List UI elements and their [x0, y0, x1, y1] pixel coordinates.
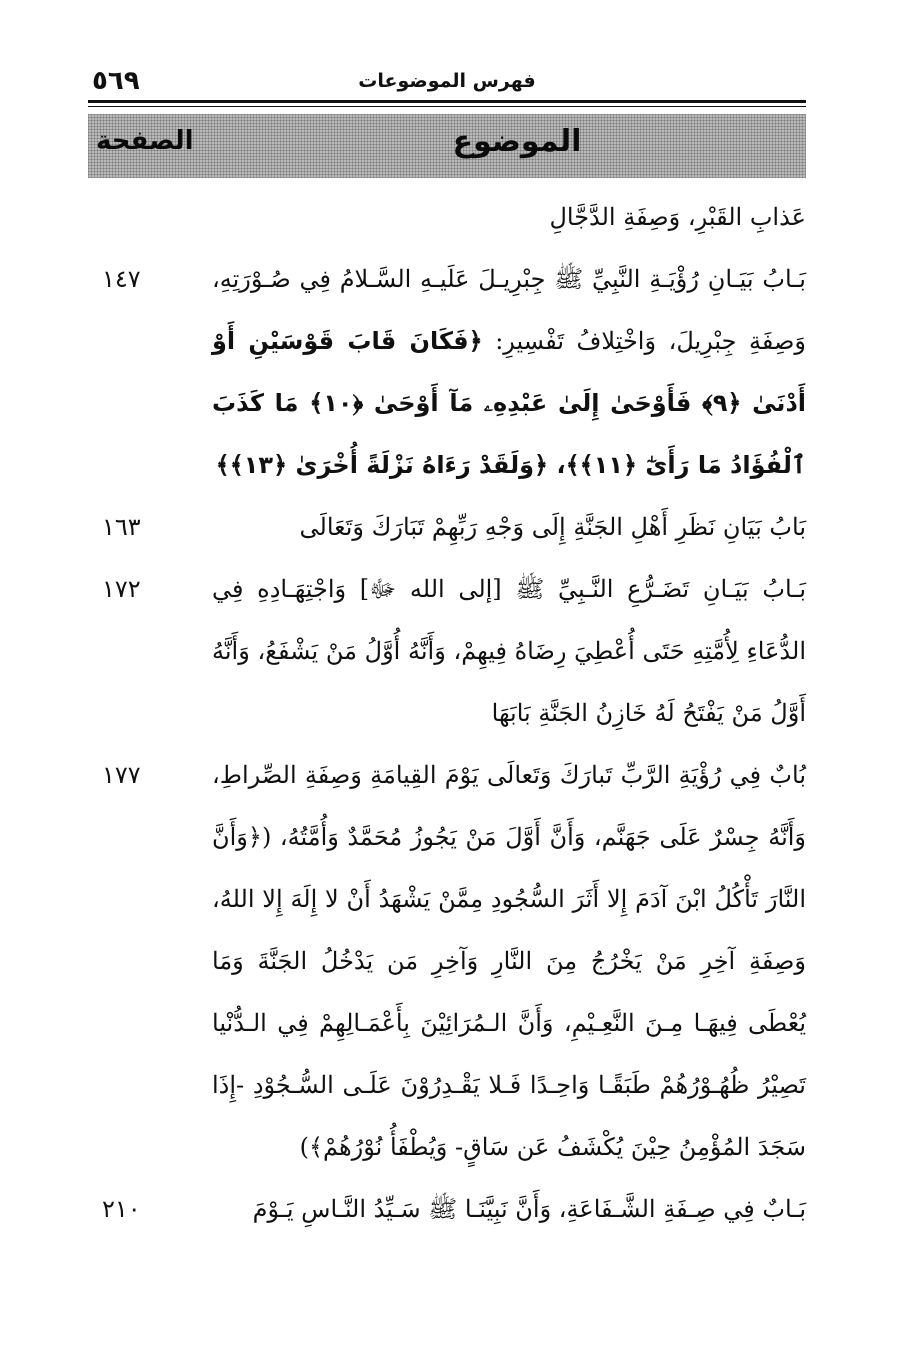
entry-title: بَـابُ بَيَـانِ تَضَـرُّعِ النَّـبِيِّ ﷺ [إلى الله ﷻ] وَاجْتِهَـادِهِ فِي الدُّعَاءِ لِأُمَّتِهِ حَتَى أُعْطِيَ رِضَاهُ فِيهِمْ، وَأَنَّهُ أُوَّلُ مَنْ يَشْفَعُ، وَأَنَّهُ أَوَّلُ مَنْ يَفْتَحُ لَهُ خَازِنُ الجَنَّةِ بَابَهَا — [212, 575, 806, 727]
header-rule-thin — [88, 106, 806, 107]
entry-text — [212, 744, 806, 1178]
index-entries — [88, 186, 806, 1240]
entry-text — [212, 248, 806, 496]
entry-text — [212, 496, 806, 558]
index-entry — [88, 1178, 806, 1240]
header-rule-thick — [88, 100, 806, 103]
entry-page-number: ١٧٢ — [102, 575, 141, 603]
entry-title: بَـابُ بَيَـانِ رُؤْيَـةِ النَّبِيِّ ﷺ جِبْرِيـلَ عَلَيـهِ السَّـلامُ فِي صُـوْرَتِهِ، وَصِفَةِ جِبْرِيلَ، وَاخْتِلافُ تَفْسِيرِ: — [212, 265, 806, 355]
index-entry — [88, 558, 806, 744]
entry-title: بَابُ بَيَانِ نَظَرِ أَهْلِ الجَنَّةِ إِلَى وَجْهِ رَبِّهِمْ تَبَارَكَ وَتَعَالَى — [299, 513, 806, 541]
entry-text — [212, 1178, 806, 1240]
index-entry — [88, 248, 806, 496]
column-header-band — [88, 114, 806, 178]
column-heading-topic: الموضوع — [452, 124, 582, 159]
entry-page-number: ١٦٣ — [102, 513, 141, 541]
entry-text — [212, 186, 806, 248]
entry-page-number: ٢١٠ — [102, 1195, 141, 1223]
running-header — [88, 64, 806, 100]
entry-page-number: ١٤٧ — [102, 265, 141, 293]
quran-verse: ﴿فَكَانَ قَابَ قَوْسَيْنِ أَوْ أَدْنَىٰ ﴿٩﴾ فَأَوْحَىٰ إِلَىٰ عَبْدِهِۦ مَآ أَوْحَىٰ ﴿١٠﴾ مَا كَذَبَ ٱلْفُؤَادُ مَا رَأَىٰٓ ﴿١١﴾﴾، ﴿وَلَقَدْ رَءَاهُ نَزْلَةً أُخْرَىٰ ﴿١٣﴾﴾ — [212, 327, 806, 479]
index-entry — [88, 496, 806, 558]
entry-page-number: ١٧٧ — [102, 761, 141, 789]
entry-title: بَـابٌ فِي صِـفَةِ الشَّـفَاعَةِ، وَأَنَّ نَبِيَّنَـا ﷺ سَـيِّدُ النَّـاسِ يَـوْمَ — [252, 1195, 806, 1223]
running-title: فهرس الموضوعات — [358, 70, 536, 92]
entry-title: عَذابِ القَبْرِ، وَصِفَةِ الدَّجَّالِ — [549, 203, 806, 231]
entry-text — [212, 558, 806, 744]
column-heading-page: الصفحة — [96, 126, 194, 156]
index-entry — [88, 186, 806, 248]
index-entry — [88, 744, 806, 1178]
page-number: ٥٦٩ — [92, 66, 140, 96]
entry-title: بُابٌ فِي رُؤْيَةِ الرَّبِّ تَبارَكَ وَتَعالَى يَوْمَ القِيامَةِ وَصِفَةِ الصِّراطِ، وَأَنَّهُ جِسْرٌ عَلَى جَهَنَّم، وَأَنَّ أَوَّلَ مَنْ يَجُوزُ مُحَمَّدٌ وَأُمَّتُهُ، (﴿وَأَنَّ النَّارَ تَأْكُلُ ابْنَ آدَمَ إِلا أَثَرَ السُّجُودِ مِمَّنْ يَشْهَدُ أَنْ لا إِلَهَ إِلا اللهُ، وَصِفَةِ آخِرِ مَنْ يَخْرُجُ مِنَ النَّارِ وَآخِرِ مَن يَدْخُلُ الجَنَّةَ وَمَا يُعْطَى فِيهَـا مِـنَ النَّعِـيْمِ، وَأَنَّ الـمُرَائِيْنَ بِأَعْمَـالِهِمْ فِي الـدُّنْيا تَصِيْرُ ظُهُـوْرُهُمْ طَبَقًـا وَاحِـدًا فَـلا يَقْـدِرُوْنَ عَلَـى السُّـجُوْدِ -إِذَا سَجَدَ المُؤْمِنُ حِيْنَ يُكْشَفُ عَن سَاقٍ- وَيُطْفَأُ نُوْرُهُمْ﴾) — [212, 761, 806, 1161]
